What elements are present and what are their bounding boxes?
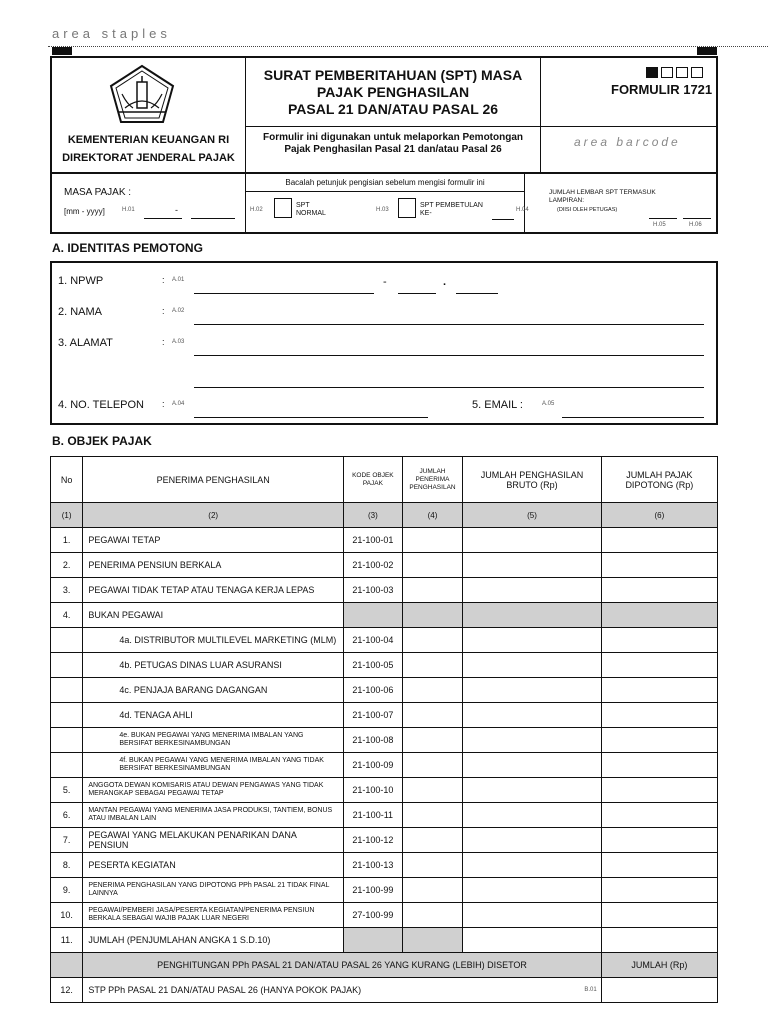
jumlah-penerima-input[interactable]: [402, 853, 463, 878]
bruto-input[interactable]: [463, 828, 601, 853]
kode-objek-pajak: 21-100-99: [344, 878, 403, 903]
jumlah-lembar-label: JUMLAH LEMBAR SPT TERMASUK LAMPIRAN:: [549, 189, 656, 204]
stp-label-cell: [83, 978, 601, 1003]
pajak-dipotong-input[interactable]: [601, 878, 717, 903]
col-number: (2): [83, 503, 344, 528]
table-row: [51, 928, 718, 953]
mm-yyyy-label: [mm - yyyy]: [64, 207, 105, 216]
kode-objek-pajak: 21-100-01: [344, 528, 403, 553]
section-a-title: A. IDENTITAS PEMOTONG: [52, 241, 203, 255]
alamat-label: 3. ALAMAT: [58, 337, 113, 349]
col-number: (5): [463, 503, 601, 528]
blank-cell: [51, 953, 83, 978]
col-number: (3): [344, 503, 403, 528]
kode-objek-pajak: [344, 603, 403, 628]
row-number: [51, 753, 83, 778]
email-label: 5. EMAIL :: [472, 399, 523, 411]
description-cell: [246, 127, 541, 172]
bruto-input[interactable]: [463, 753, 601, 778]
jumlah-penerima-input[interactable]: [402, 628, 463, 653]
row-number: [51, 728, 83, 753]
penerima-label: 4d. TENAGA AHLI: [83, 703, 344, 728]
jumlah-penerima-input[interactable]: [402, 928, 463, 953]
row-number: 1.: [51, 528, 83, 553]
row-number: 12.: [51, 978, 83, 1003]
pajak-dipotong-input: [601, 603, 717, 628]
row-number: 6.: [51, 803, 83, 828]
column-number-row: [51, 503, 718, 528]
table-row: [51, 653, 718, 678]
row-number: 5.: [51, 778, 83, 803]
pajak-dipotong-input[interactable]: [601, 803, 717, 828]
field-code-h05: H.05: [653, 222, 666, 228]
formulir-number: FORMULIR 1721: [611, 82, 713, 97]
pajak-dipotong-input[interactable]: [601, 678, 717, 703]
bruto-input: [463, 603, 601, 628]
pajak-dipotong-input[interactable]: [601, 928, 717, 953]
pajak-dipotong-input[interactable]: [601, 753, 717, 778]
col-number: (1): [51, 503, 83, 528]
row-number: 2.: [51, 553, 83, 578]
alamat-colon: :: [162, 337, 165, 347]
col-header-kode: KODE OBJEK PAJAK: [344, 457, 403, 503]
bruto-input[interactable]: [463, 703, 601, 728]
field-code-a05: A.05: [542, 401, 555, 407]
bruto-input[interactable]: [463, 678, 601, 703]
spt-pembetulan-checkbox[interactable]: [398, 198, 416, 218]
row-number: 4.: [51, 603, 83, 628]
npwp-input-main[interactable]: [194, 293, 374, 294]
telepon-label: 4. NO. TELEPON: [58, 399, 144, 411]
kode-objek-pajak: 21-100-12: [344, 828, 403, 853]
penerima-label: 4c. PENJAJA BARANG DAGANGAN: [83, 678, 344, 703]
directorate-name: DIREKTORAT JENDERAL PAJAK: [62, 152, 235, 164]
field-code-h04: H.04: [516, 207, 529, 213]
form-description: Formulir ini digunakan untuk melaporkan Pemotongan Pajak Penghasilan Pasal 21 dan/atau Pasal 26: [262, 132, 524, 155]
jumlah-penerima-input[interactable]: [402, 653, 463, 678]
kode-objek-pajak: 21-100-13: [344, 853, 403, 878]
row-number: 9.: [51, 878, 83, 903]
kode-objek-pajak: 21-100-04: [344, 628, 403, 653]
table-row: [51, 828, 718, 853]
field-code-h02: H.02: [250, 207, 263, 213]
email-input[interactable]: [562, 417, 704, 418]
bruto-input[interactable]: [463, 928, 601, 953]
kode-objek-pajak: 21-100-05: [344, 653, 403, 678]
table-row: [51, 553, 718, 578]
masa-dash: -: [175, 205, 178, 215]
bruto-input[interactable]: [463, 553, 601, 578]
penerima-label: PESERTA KEGIATAN: [83, 853, 344, 878]
logo-cell: [52, 58, 246, 172]
jumlah-lembar-input-2[interactable]: [683, 218, 711, 219]
table-row: [51, 778, 718, 803]
spt-type-cell: [246, 174, 529, 232]
row-number: 8.: [51, 853, 83, 878]
instruction-text: Bacalah petunjuk pengisian sebelum mengisi formulir ini: [285, 178, 485, 187]
jumlah-penerima-input: [402, 603, 463, 628]
penerima-label: PENERIMA PENSIUN BERKALA: [83, 553, 344, 578]
bruto-input[interactable]: [463, 853, 601, 878]
ministry-name: KEMENTERIAN KEUANGAN RI: [67, 134, 230, 146]
jumlah-penerima-input[interactable]: [402, 728, 463, 753]
field-code-h01: H.01: [122, 207, 135, 213]
pajak-dipotong-input[interactable]: [601, 528, 717, 553]
table-row: [51, 903, 718, 928]
spt-normal-label: SPT NORMAL: [296, 202, 326, 217]
section-b-title: B. OBJEK PAJAK: [52, 434, 152, 448]
alamat-input-line2[interactable]: [194, 387, 704, 388]
jumlah-lembar-cell: [525, 174, 716, 232]
col-header-jumlah-penerima: JUMLAH PENERIMA PENGHASILAN: [402, 457, 463, 503]
stp-label: STP PPh PASAL 21 DAN/ATAU PASAL 26 (HANYA POKOK PAJAK): [88, 985, 362, 995]
kode-objek-pajak: 27-100-99: [344, 903, 403, 928]
table-row: [51, 853, 718, 878]
masa-pajak-cell: [52, 174, 246, 232]
jumlah-penerima-input[interactable]: [402, 828, 463, 853]
kode-objek-pajak: 21-100-09: [344, 753, 403, 778]
telepon-colon: :: [162, 399, 165, 409]
ministry-emblem-icon: [107, 64, 177, 124]
penerima-label: JUMLAH (PENJUMLAHAN ANGKA 1 S.D.10): [83, 928, 344, 953]
npwp-input-kpp[interactable]: [398, 293, 436, 294]
kode-objek-pajak: 21-100-03: [344, 578, 403, 603]
alamat-input-line1[interactable]: [194, 355, 704, 356]
identitas-pemotong-block: [50, 261, 718, 425]
row-number: [51, 703, 83, 728]
masa-year-input[interactable]: [191, 218, 235, 219]
masa-month-input[interactable]: [144, 218, 182, 219]
telepon-input[interactable]: [194, 417, 428, 418]
stp-amount-input[interactable]: [601, 978, 717, 1003]
table-row: [51, 803, 718, 828]
field-code-h03: H.03: [376, 207, 389, 213]
bruto-input[interactable]: [463, 728, 601, 753]
npwp-dot: .: [443, 276, 447, 288]
form-title-line2: PAJAK PENGHASILAN: [316, 84, 470, 100]
kode-objek-pajak: 21-100-06: [344, 678, 403, 703]
penghitungan-label: PENGHITUNGAN PPh PASAL 21 DAN/ATAU PASAL 26 YANG KURANG (LEBIH) DISETOR: [83, 953, 601, 978]
col-number: (4): [402, 503, 463, 528]
header-block: [50, 56, 718, 174]
bruto-input[interactable]: [463, 878, 601, 903]
penerima-label: ANGGOTA DEWAN KOMISARIS ATAU DEWAN PENGAWAS YANG TIDAK MERANGKAP SEBAGAI PEGAWAI TETAP: [83, 778, 344, 803]
col-number: (6): [601, 503, 717, 528]
jumlah-penerima-input[interactable]: [402, 878, 463, 903]
page-indicator-filled: [646, 67, 658, 78]
divider: [246, 191, 524, 192]
field-code-a01: A.01: [172, 277, 185, 283]
penerima-label: PEGAWAI TETAP: [83, 528, 344, 553]
corner-mark-right: [697, 47, 717, 55]
jumlah-rp-header: JUMLAH (Rp): [601, 953, 717, 978]
area-barcode-label: area barcode: [574, 135, 681, 149]
objek-pajak-table: [50, 456, 718, 1003]
penerima-label: 4f. BUKAN PEGAWAI YANG MENERIMA IMBALAN YANG TIDAK BERSIFAT BERKESINAMBUNGAN: [83, 753, 344, 778]
nama-label: 2. NAMA: [58, 306, 103, 318]
kode-objek-pajak: 21-100-07: [344, 703, 403, 728]
pembetulan-number-input[interactable]: [492, 219, 514, 220]
table-row: [51, 678, 718, 703]
jumlah-penerima-input[interactable]: [402, 553, 463, 578]
npwp-input-branch[interactable]: [456, 293, 498, 294]
pajak-dipotong-input[interactable]: [601, 728, 717, 753]
pajak-dipotong-input[interactable]: [601, 828, 717, 853]
penerima-label: PEGAWAI/PEMBERI JASA/PESERTA KEGIATAN/PENERIMA PENSIUN BERKALA SEBAGAI WAJIB PAJAK LUAR NEGERI: [83, 903, 344, 928]
field-code-a04: A.04: [172, 401, 185, 407]
kode-objek-pajak: 21-100-11: [344, 803, 403, 828]
kode-objek-pajak: 21-100-10: [344, 778, 403, 803]
field-code-a03: A.03: [172, 339, 185, 345]
area-staples-label: area staples: [52, 26, 171, 41]
table-row: [51, 628, 718, 653]
table-row: [51, 728, 718, 753]
table-row: [51, 753, 718, 778]
bruto-input[interactable]: [463, 778, 601, 803]
table-row: [51, 978, 718, 1003]
pajak-dipotong-input[interactable]: [601, 853, 717, 878]
staple-dotted-line: [48, 46, 768, 47]
penerima-label: 4a. DISTRIBUTOR MULTILEVEL MARKETING (MLM): [83, 628, 344, 653]
masa-pajak-block: [50, 174, 718, 234]
jumlah-lembar-input-1[interactable]: [649, 218, 677, 219]
row-number: 11.: [51, 928, 83, 953]
penerima-label: 4b. PETUGAS DINAS LUAR ASURANSI: [83, 653, 344, 678]
table-row: [51, 603, 718, 628]
bruto-input[interactable]: [463, 803, 601, 828]
spt-pembetulan-label: SPT PEMBETULAN KE-: [420, 202, 483, 217]
bruto-input[interactable]: [463, 578, 601, 603]
bruto-input[interactable]: [463, 528, 601, 553]
kode-objek-pajak: 21-100-08: [344, 728, 403, 753]
page-indicator-empty: [676, 67, 688, 78]
col-header-bruto: JUMLAH PENGHASILAN BRUTO (Rp): [463, 457, 601, 503]
field-code-h06: H.06: [689, 222, 702, 228]
row-number: 3.: [51, 578, 83, 603]
jumlah-penerima-input[interactable]: [402, 703, 463, 728]
row-number: 10.: [51, 903, 83, 928]
npwp-dash: -: [383, 276, 387, 288]
jumlah-penerima-input[interactable]: [402, 803, 463, 828]
nama-input[interactable]: [194, 324, 704, 325]
npwp-colon: :: [162, 275, 165, 285]
form-title-line3: PASAL 21 DAN/ATAU PASAL 26: [287, 101, 499, 117]
bruto-input[interactable]: [463, 903, 601, 928]
masa-pajak-label: MASA PAJAK :: [64, 187, 132, 198]
form-title-line1: SURAT PEMBERITAHUAN (SPT) MASA: [263, 67, 523, 83]
penerima-label: MANTAN PEGAWAI YANG MENERIMA JASA PRODUKSI, TANTIEM, BONUS ATAU IMBALAN LAIN: [83, 803, 344, 828]
barcode-cell: [541, 127, 716, 172]
npwp-label: 1. NPWP: [58, 275, 104, 287]
row-number: [51, 678, 83, 703]
bruto-input[interactable]: [463, 628, 601, 653]
col-header-no: No: [51, 457, 83, 503]
table-row: [51, 528, 718, 553]
spt-normal-checkbox[interactable]: [274, 198, 292, 218]
penerima-label: BUKAN PEGAWAI: [83, 603, 344, 628]
pajak-dipotong-input[interactable]: [601, 653, 717, 678]
kode-objek-pajak: 21-100-02: [344, 553, 403, 578]
table-row: [51, 578, 718, 603]
page-indicator-empty: [691, 67, 703, 78]
jumlah-penerima-input[interactable]: [402, 903, 463, 928]
penerima-label: PEGAWAI YANG MELAKUKAN PENARIKAN DANA PENSIUN: [83, 828, 344, 853]
jumlah-penerima-input[interactable]: [402, 528, 463, 553]
jumlah-penerima-input[interactable]: [402, 678, 463, 703]
formulir-cell: [541, 58, 716, 127]
penerima-label: 4e. BUKAN PEGAWAI YANG MENERIMA IMBALAN YANG BERSIFAT BERKESINAMBUNGAN: [83, 728, 344, 753]
nama-colon: :: [162, 306, 165, 316]
row-number: 7.: [51, 828, 83, 853]
penerima-label: PEGAWAI TIDAK TETAP ATAU TENAGA KERJA LEPAS: [83, 578, 344, 603]
bruto-input[interactable]: [463, 653, 601, 678]
penghitungan-header-row: [51, 953, 718, 978]
table-row: [51, 703, 718, 728]
jumlah-penerima-input[interactable]: [402, 778, 463, 803]
field-code-b01: B.01: [584, 987, 597, 993]
kode-objek-pajak: [344, 928, 403, 953]
row-number: [51, 628, 83, 653]
corner-mark-left: [52, 47, 72, 55]
pajak-dipotong-input[interactable]: [601, 553, 717, 578]
col-header-pajak: JUMLAH PAJAK DIPOTONG (Rp): [601, 457, 717, 503]
table-header-row: [51, 457, 718, 503]
pajak-dipotong-input[interactable]: [601, 903, 717, 928]
pajak-dipotong-input[interactable]: [601, 778, 717, 803]
page-indicator-empty: [661, 67, 673, 78]
pajak-dipotong-input[interactable]: [601, 703, 717, 728]
jumlah-penerima-input[interactable]: [402, 753, 463, 778]
penerima-label: PENERIMA PENGHASILAN YANG DIPOTONG PPh PASAL 21 TIDAK FINAL LAINNYA: [83, 878, 344, 903]
field-code-a02: A.02: [172, 308, 185, 314]
table-row: [51, 878, 718, 903]
col-header-penerima: PENERIMA PENGHASILAN: [83, 457, 344, 503]
jumlah-penerima-input[interactable]: [402, 578, 463, 603]
pajak-dipotong-input[interactable]: [601, 578, 717, 603]
row-number: [51, 653, 83, 678]
title-cell: [246, 58, 541, 127]
diisi-petugas-label: (DIISI OLEH PETUGAS): [557, 207, 618, 213]
pajak-dipotong-input[interactable]: [601, 628, 717, 653]
